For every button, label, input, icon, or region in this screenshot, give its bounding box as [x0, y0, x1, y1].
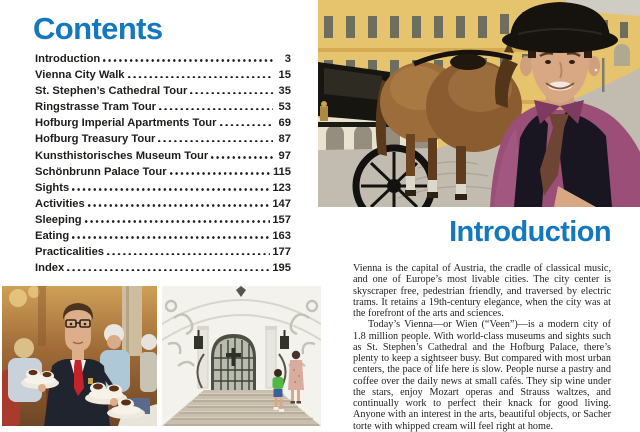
toc-dot-leader — [190, 92, 273, 95]
table-of-contents — [35, 53, 291, 278]
toc-entry-page-number: 115 — [272, 165, 291, 178]
toc-entry-page-number: 195 — [272, 262, 291, 275]
contents-page-title: Contents — [33, 11, 163, 46]
toc-entry — [35, 198, 291, 214]
toc-entry-label: Eating — [35, 230, 70, 243]
toc-entry-page-number: 69 — [278, 117, 291, 130]
toc-entry — [35, 246, 291, 262]
toc-entry-page-number: 87 — [278, 133, 291, 146]
toc-entry — [35, 166, 291, 182]
toc-dot-leader — [72, 236, 270, 239]
toc-entry-label: Schönbrunn Palace Tour — [35, 165, 167, 178]
toc-entry-label: Kunsthistorisches Museum Tour — [35, 149, 209, 162]
toc-dot-leader — [159, 108, 273, 111]
fiaker-selfie-photo — [318, 0, 640, 207]
staircase-illustration — [162, 286, 321, 426]
toc-dot-leader — [103, 59, 273, 62]
toc-entry-label: St. Stephen’s Cathedral Tour — [35, 85, 188, 98]
toc-dot-leader — [67, 269, 270, 272]
toc-entry — [35, 85, 291, 101]
toc-entry-label: Sleeping — [35, 213, 82, 226]
arched-window — [211, 334, 256, 390]
toc-entry — [35, 150, 291, 166]
introduction-page-title: Introduction — [449, 216, 611, 248]
toc-entry-label: Activities — [35, 197, 85, 210]
toc-entry-label: Ringstrasse Tram Tour — [35, 101, 157, 114]
toc-entry-label: Sights — [35, 181, 70, 194]
toc-dot-leader — [220, 124, 274, 127]
intro-paragraph: Today’s Vienna—or Wien (“Veen”)—is a modern city of 1.8 million people. With world-class museums and sights such as St. Stephen’s Cathedral and the Hofburg Palace, there’s plenty to keep a sightseer busy. But compared with most urban centers, the pace of life here is slow. People nurse a pastry and coffee over the daily news at small cafés. They sip wine under the stars, enjoy Mozart operas and Strauss waltzes, and continually work to perfect their knack for good living. Anyone with an interest in the arts, beautiful objects, or Sacher torte with whipped cream will feel right at home. — [353, 319, 611, 432]
toc-entry-label: Hofburg Treasury Tour — [35, 133, 156, 146]
toc-dot-leader — [211, 156, 273, 159]
toc-entry — [35, 101, 291, 117]
toc-entry-page-number: 53 — [278, 101, 291, 114]
toc-entry-page-number: 163 — [272, 230, 291, 243]
toc-entry-page-number: 35 — [278, 85, 291, 98]
toc-entry-label: Hofburg Imperial Apartments Tour — [35, 117, 217, 130]
intro-paragraph: Vienna is the capital of Austria, the cradle of classical music, and one of Europe’s most livable cities. The city center is skyscraper free, pedestrian friendly, and traversed by electric trams. It retains a 19th-century elegance, when the city was at the forefront of the arts and sciences. — [353, 263, 611, 319]
toc-entry — [35, 69, 291, 85]
toc-entry-page-number: 97 — [278, 149, 291, 162]
toc-entry — [35, 262, 291, 278]
toc-dot-leader — [72, 188, 270, 191]
toc-dot-leader — [170, 172, 271, 175]
toc-entry-label: Introduction — [35, 53, 101, 65]
toc-entry-page-number: 15 — [278, 69, 291, 82]
toc-entry — [35, 53, 291, 69]
toc-dot-leader — [107, 253, 270, 256]
introduction-body-text — [353, 263, 611, 432]
contents-page — [0, 0, 320, 426]
toc-entry — [35, 133, 291, 149]
toc-entry — [35, 182, 291, 198]
toc-entry-page-number: 157 — [272, 213, 291, 226]
toc-dot-leader — [85, 220, 271, 223]
toc-dot-leader — [128, 76, 273, 79]
toc-entry — [35, 117, 291, 133]
cafe-waiter-illustration — [2, 286, 157, 426]
toc-entry-page-number: 177 — [272, 246, 291, 259]
cafe-waiter-photo — [2, 286, 157, 426]
fiaker-selfie-illustration — [318, 0, 640, 207]
toc-entry-label: Practicalities — [35, 246, 105, 259]
toc-entry-page-number: 3 — [284, 53, 291, 65]
staircase-photo — [162, 286, 321, 426]
toc-dot-leader — [88, 204, 271, 207]
toc-entry-label: Vienna City Walk — [35, 69, 125, 82]
toc-dot-leader — [158, 140, 273, 143]
toc-entry — [35, 214, 291, 230]
toc-entry-page-number: 147 — [272, 197, 291, 210]
toc-entry — [35, 230, 291, 246]
toc-entry-page-number: 123 — [272, 181, 291, 194]
toc-entry-label: Index — [35, 262, 65, 275]
